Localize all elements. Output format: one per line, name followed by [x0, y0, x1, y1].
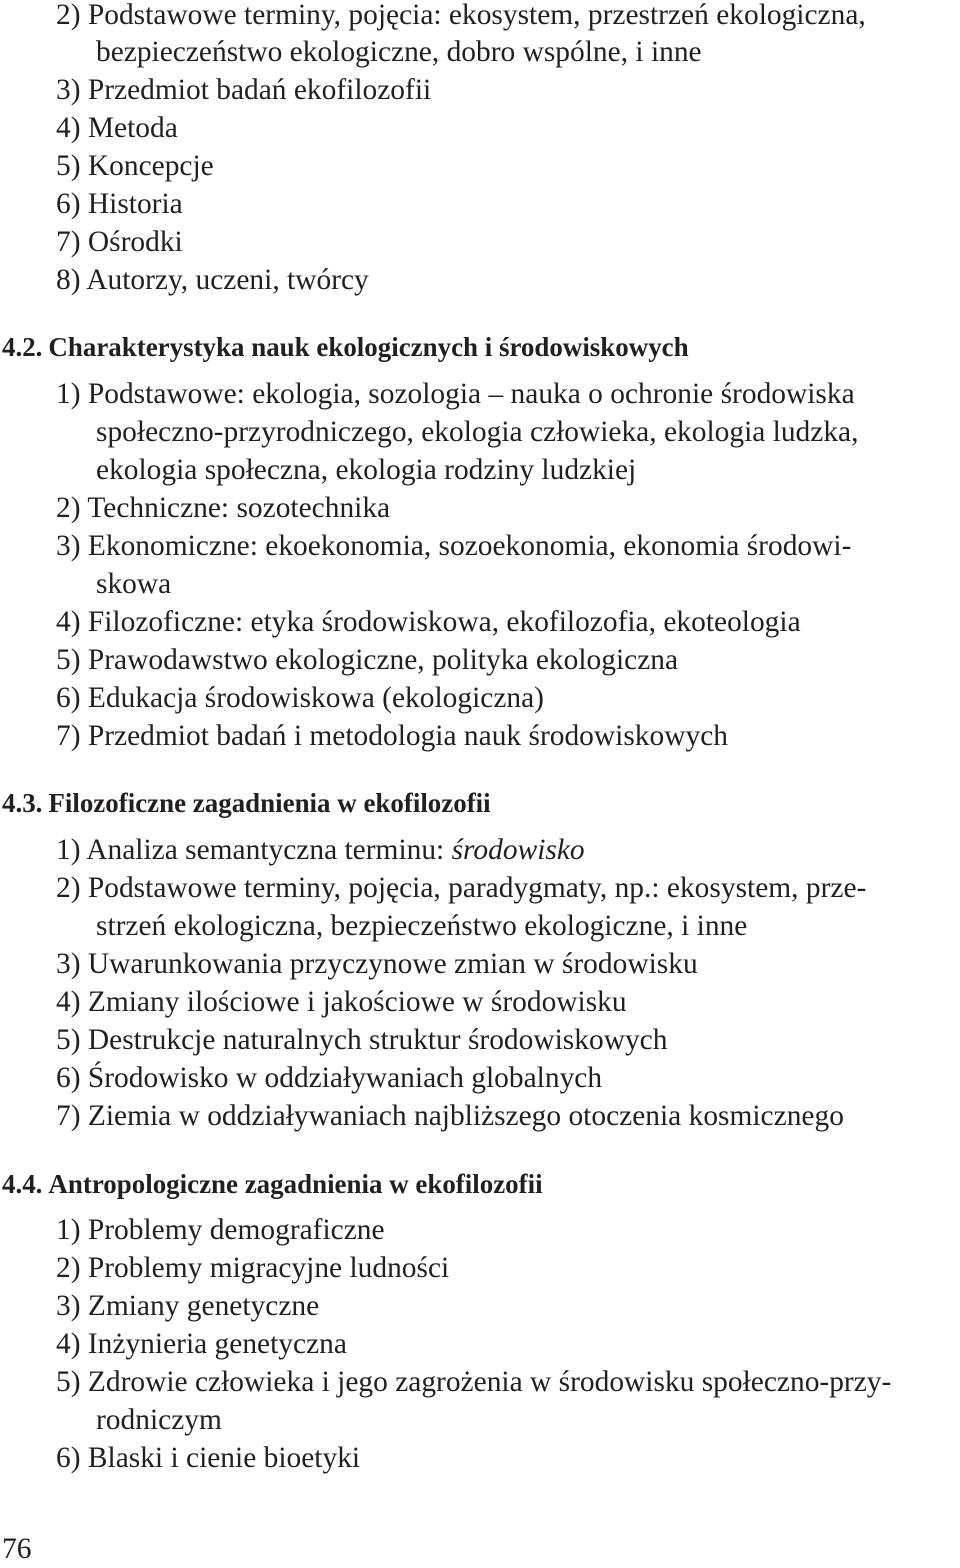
section-heading-4-2 [2, 328, 958, 366]
list-item: 5) Destrukcje naturalnych struktur środowiskowych [56, 1024, 668, 1056]
list-item: 7) Przedmiot badań i metodologia nauk środowiskowych [56, 720, 728, 752]
list-item: 6) Środowisko w oddziaływaniach globalnych [56, 1062, 603, 1094]
list-item-continuation: ekologia społeczna, ekologia rodziny ludzkiej [96, 454, 637, 486]
list-item-continuation: społeczno-przyrodniczego, ekologia człowieka, ekologia ludzka, [96, 416, 859, 448]
list-item: 5) Prawodawstwo ekologiczne, polityka ekologiczna [56, 644, 679, 676]
list-item [56, 831, 958, 869]
list-item: 5) Zdrowie człowieka i jego zagrożenia w środowisku społeczno-przy- [56, 1366, 892, 1398]
list-item: 1) Podstawowe: ekologia, sozologia – nauka o ochronie środowiska [56, 378, 855, 410]
section-number: 4.4. [2, 1169, 43, 1199]
list-item: 2) Techniczne: sozotechnika [56, 492, 391, 524]
section-title: Filozoficzne zagadnienia w ekofilozofii [48, 788, 491, 818]
list-item-continuation: rodniczym [96, 1404, 222, 1436]
list-item: 6) Historia [56, 188, 183, 220]
section-title: Charakterystyka nauk ekologicznych i środowiskowych [48, 332, 689, 362]
list-item: 3) Przedmiot badań ekofilozofii [56, 74, 432, 106]
list-item-continuation: strzeń ekologiczna, bezpieczeństwo ekologiczne, i inne [96, 910, 748, 942]
list-item: 3) Uwarunkowania przyczynowe zmian w środowisku [56, 948, 698, 980]
list-item-continuation: skowa [96, 568, 172, 600]
page-number: 76 [2, 1533, 32, 1565]
list-item: 8) Autorzy, uczeni, twórcy [56, 264, 369, 296]
list-item: 2) Problemy migracyjne ludności [56, 1252, 450, 1284]
list-item-continuation: bezpieczeństwo ekologiczne, dobro wspólne, i inne [96, 36, 702, 68]
list-item: 6) Blaski i cienie bioetyki [56, 1442, 361, 1474]
section-heading-4-4 [2, 1165, 958, 1203]
list-item: 3) Zmiany genetyczne [56, 1290, 320, 1322]
section-heading-4-3 [2, 784, 958, 822]
list-item-text: 1) Analiza semantyczna terminu: [56, 834, 452, 866]
list-item: 2) Podstawowe terminy, pojęcia: ekosystem, przestrzeń ekologiczna, [56, 0, 866, 31]
list-item: 3) Ekonomiczne: ekoekonomia, sozoekonomia, ekonomia środowi- [56, 530, 852, 562]
section-number: 4.3. [2, 788, 43, 818]
list-item: 5) Koncepcje [56, 150, 214, 182]
list-item: 1) Problemy demograficzne [56, 1214, 385, 1246]
list-item: 2) Podstawowe terminy, pojęcia, paradygmaty, np.: ekosystem, prze- [56, 872, 867, 904]
list-item: 7) Ziemia w oddziaływaniach najbliższego otoczenia kosmicznego [56, 1100, 844, 1132]
list-item: 6) Edukacja środowiskowa (ekologiczna) [56, 682, 544, 714]
list-item: 7) Ośrodki [56, 226, 183, 258]
list-item: 4) Metoda [56, 112, 178, 144]
list-item: 4) Inżynieria genetyczna [56, 1328, 347, 1360]
list-item: 4) Zmiany ilościowe i jakościowe w środowisku [56, 986, 627, 1018]
section-title: Antropologiczne zagadnienia w ekofilozofii [48, 1169, 543, 1199]
italic-term: środowisko [451, 834, 585, 866]
list-item: 4) Filozoficzne: etyka środowiskowa, ekofilozofia, ekoteologia [56, 606, 801, 638]
section-number: 4.2. [2, 332, 43, 362]
